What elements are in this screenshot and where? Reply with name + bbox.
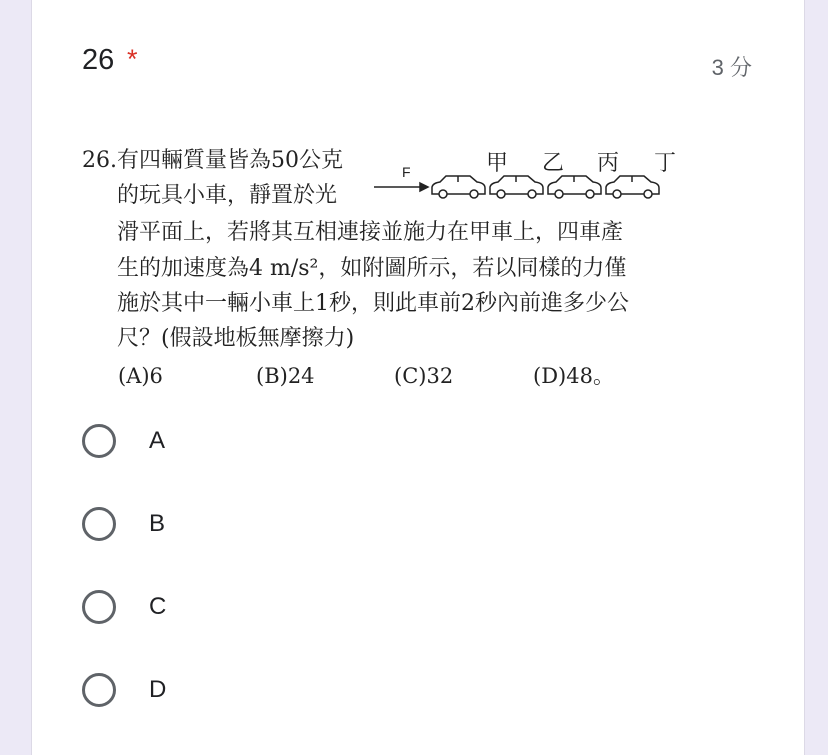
car-label-ding: 丁 (654, 151, 677, 176)
force-arrow (374, 183, 428, 191)
option-b-text: (B)24 (256, 364, 315, 388)
problem-line-6: 尺？(假設地板無摩擦力) (117, 326, 355, 351)
radio-button[interactable] (82, 507, 116, 541)
problem-line-3: 滑平面上，若將其互相連接並施力在甲車上，四車產 (117, 220, 624, 245)
force-label: F (402, 164, 411, 180)
choice-b[interactable] (82, 502, 482, 546)
car-label-jia: 甲 (486, 151, 509, 176)
choice-label: C (149, 593, 167, 620)
problem-line-5: 施於其中一輛小車上1秒，則此車前2秒內前進多少公 (117, 291, 629, 316)
option-c-text: (C)32 (394, 364, 454, 388)
car-icon (432, 176, 485, 198)
choice-label: A (149, 427, 166, 454)
problem-number: 26. (82, 148, 117, 173)
choice-d[interactable] (82, 668, 482, 712)
car-icon (490, 176, 543, 198)
question-points: 3 分 (711, 55, 752, 80)
question-image (82, 140, 677, 395)
radio-button[interactable] (82, 673, 116, 707)
problem-line-2: 的玩具小車，靜置於光 (117, 183, 338, 208)
option-d-text: (D)48。 (533, 364, 614, 388)
car-icon (548, 176, 601, 198)
choice-a[interactable] (82, 419, 482, 463)
car-icon (606, 176, 659, 198)
problem-line-1: 有四輛質量皆為50公克 (117, 148, 343, 173)
choice-label: B (149, 510, 166, 537)
choice-c[interactable] (82, 585, 482, 629)
toy-cars-figure (374, 168, 664, 202)
choice-label: D (149, 676, 167, 703)
required-mark: * (127, 44, 138, 74)
car-label-bing: 丙 (597, 151, 620, 176)
question-number: 26 (82, 44, 115, 76)
question-card (31, 0, 805, 755)
option-a-text: (A)6 (118, 364, 163, 388)
radio-button[interactable] (82, 424, 116, 458)
car-label-yi: 乙 (542, 151, 565, 176)
problem-line-4: 生的加速度為4 m/s²，如附圖所示，若以同樣的力僅 (117, 256, 627, 281)
radio-button[interactable] (82, 590, 116, 624)
